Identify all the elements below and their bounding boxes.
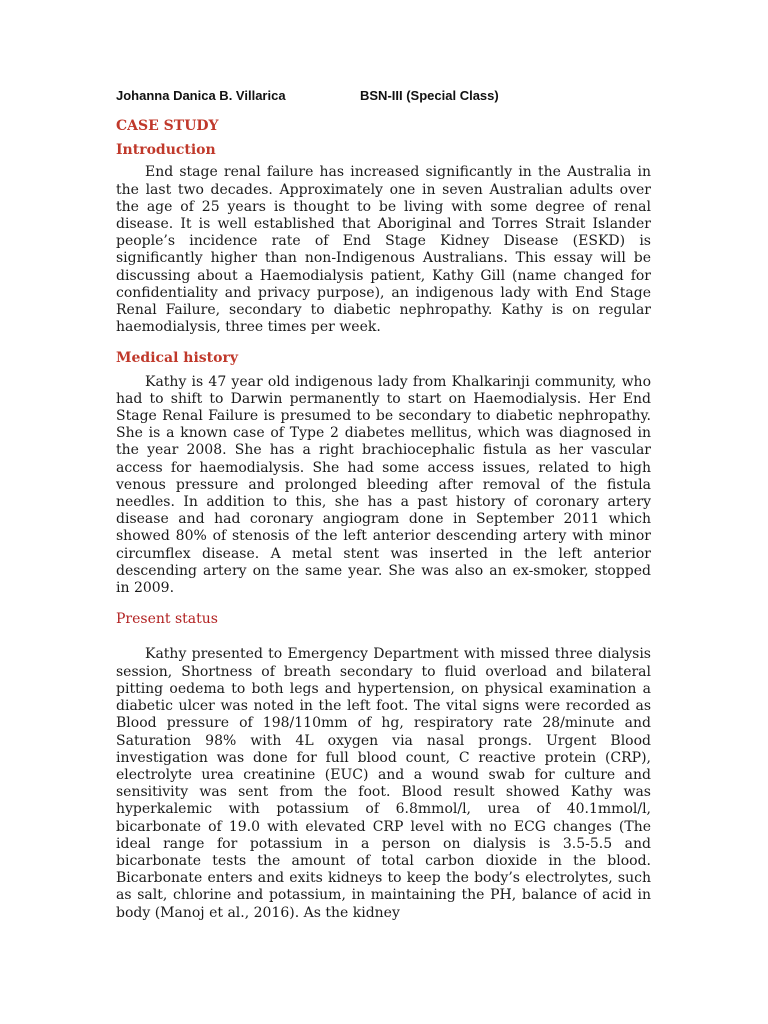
document-header	[116, 88, 499, 103]
medical-history-paragraph: Kathy is 47 year old indigenous lady from Khalkarinji community, who had to shift to Darwin permanently to start on Haemodialysis. Her End Stage Renal Failure is presumed to be secondary to diabetic nephropathy. She is a known case of Type 2 diabetes mellitus, which was diagnosed in the year 2008. She has a right brachiocephalic fistula as her vascular access for haemodialysis. She had some access issues, related to high venous pressure and prolonged bleeding after removal of the fistula needles. In addition to this, she has a past history of coronary artery disease and had coronary angiogram done in September 2011 which showed 80% of stenosis of the left anterior descending artery with minor circumflex disease. A metal stent was inserted in the left anterior descending artery on the same year. She was also an ex-smoker, stopped in 2009.	[116, 373, 651, 597]
introduction-paragraph: End stage renal failure has increased significantly in the Australia in the last two decades. Approximately one in seven Australian adults over the age of 25 years is thought to be living with some degree of renal disease. It is well established that Aboriginal and Torres Strait Islander people’s incidence rate of End Stage Kidney Disease (ESKD) is significantly higher than non-Indigenous Australians. This essay will be discussing about a Haemodialysis patient, Kathy Gill (name changed for confidentiality and privacy purpose), an indigenous lady with End Stage Renal Failure, secondary to diabetic nephropathy. Kathy is on regular haemodialysis, three times per week.	[116, 164, 651, 336]
course-label: BSN-III (Special Class)	[360, 88, 499, 103]
present-status-paragraph: Kathy presented to Emergency Department with missed three dialysis session, Shortness of breath secondary to fluid overload and bilateral pitting oedema to both legs and hypertension, on physical examination a diabetic ulcer was noted in the left foot. The vital signs were recorded as Blood pressure of 198/110mm of hg, respiratory rate 28/minute and Saturation 98% with 4L oxygen via nasal prongs. Urgent Blood investigation was done for full blood count, C reactive protein (CRP), electrolyte urea creatinine (EUC) and a wound swab for culture and sensitivity was sent from the foot. Blood result showed Kathy was hyperkalemic with potassium of 6.8mmol/l, urea of 40.1mmol/l, bicarbonate of 19.0 with elevated CRP level with no ECG changes (The ideal range for potassium in a person on dialysis is 3.5-5.5 and bicarbonate tests the amount of total carbon dioxide in the blood. Bicarbonate enters and exits kidneys to keep the body’s electrolytes, such as salt, chlorine and potassium, in maintaining the PH, balance of acid in body (Manoj et al., 2016). As the kidney	[116, 646, 651, 921]
author-name: Johanna Danica B. Villarica	[116, 88, 286, 103]
document-title: CASE STUDY	[116, 118, 219, 134]
section-heading-introduction: Introduction	[116, 142, 216, 159]
section-heading-present-status: Present status	[116, 611, 218, 628]
document-body	[116, 118, 651, 922]
section-heading-medical-history: Medical history	[116, 350, 238, 367]
